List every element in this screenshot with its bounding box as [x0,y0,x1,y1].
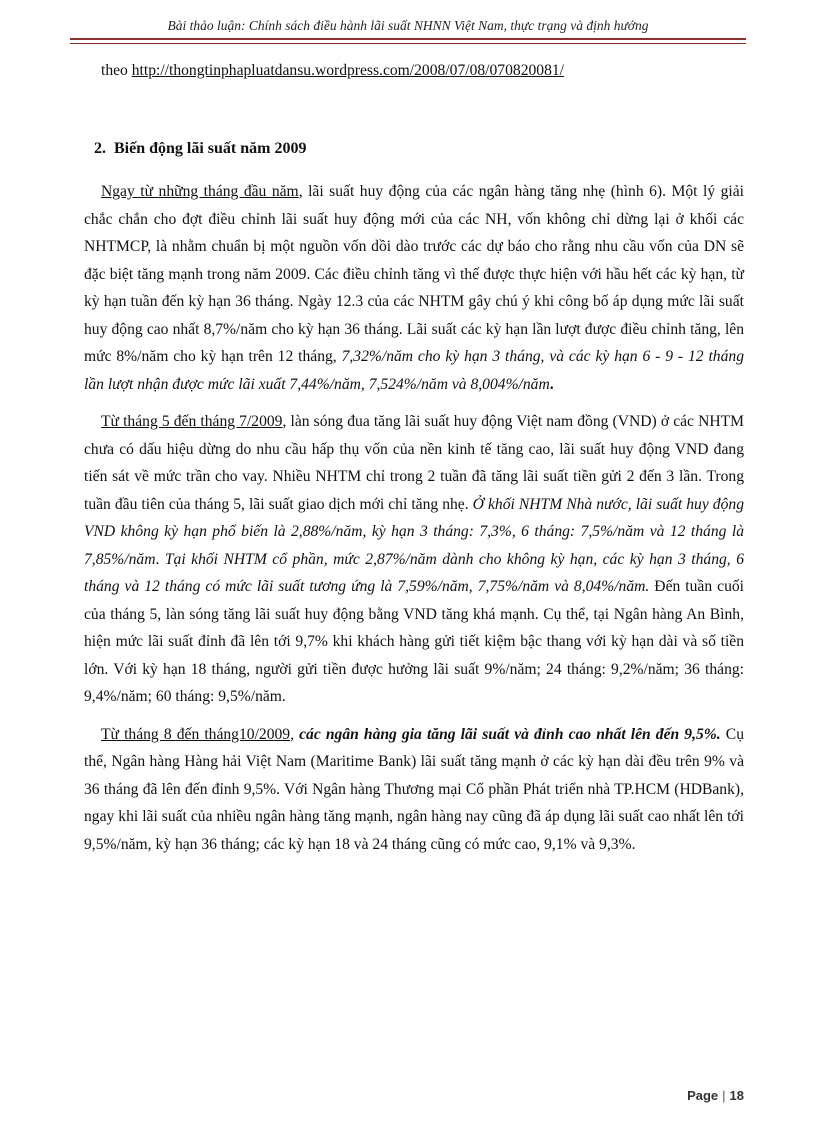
paragraph-bold-italic: các ngân hàng gia tăng lãi suất và đỉnh cao nhất lên đến 9,5%. [299,725,721,743]
source-line [84,57,744,85]
paragraph-text: Đến tuần cuối của tháng 5, làn sóng tăng lãi suất huy động bằng VND tăng khá mạnh. Cụ thể, tại Ngân hàng An Bình, hiện mức lãi suất đỉnh đã lên tới 9,7% khi khách hàng gửi tiết kiệm bậc thang với kỳ hạn dài và số tiền lớn. Với kỳ hạn 18 tháng, người gửi tiền được hưởng lãi suất 9%/năm; 24 tháng: 9,2%/năm; 36 tháng: 9,4%/năm; 60 tháng: 9,5%/năm. [84,578,745,705]
paragraph-end: . [549,375,554,393]
paragraph-2 [84,408,744,711]
section-heading [94,135,744,163]
paragraph-text: Cụ thể, Ngân hàng Hàng hải Việt Nam (Maritime Bank) lãi suất tăng mạnh ở các kỳ hạn dài đều trên 9% và 36 tháng đã lên đến đỉnh 9,5%. Với Ngân hàng Thương mại Cổ phần Phát triển nhà TP.HCM (HDBank), ngay khi lãi suất của nhiều ngân hàng tăng mạnh, ngân hàng nay cũng đã áp dụng lãi suất cao nhất lên tới 9,5%/năm, kỳ hạn 36 tháng; các kỳ hạn 18 và 24 tháng cũng có mức cao, 9,1% và 9,3%. [84,725,744,853]
page-footer [687,1088,744,1103]
header-rule-thick [70,38,746,40]
paragraph-lead: Ngay từ những tháng đầu năm [101,183,299,200]
paragraph-text: , [290,725,300,743]
paragraph-text: , lãi suất huy động của các ngân hàng tăng nhẹ (hình 6). Một lý giải chắc chắn cho đợt điều chỉnh lãi suất huy động mới của các NH, vốn không chỉ dừng lại ở khối các NHTMCP, là nhằm chuẩn bị một nguồn vốn dồi dào trước các dự báo cho rằng nhu cầu vốn của DN sẽ đặc biệt tăng mạnh trong năm 2009. Các điều chỉnh tăng vì thế được thực hiện với hầu hết các kỳ hạn, từ kỳ hạn tuần đến kỳ hạn 36 tháng. Ngày 12.3 của các NHTM gây chú ý khi công bố áp dụng mức lãi suất huy động cao nhất 8,7%/năm cho kỳ hạn 36 tháng. Lãi suất các kỳ hạn lần lượt được điều chỉnh tăng, lên mức 8%/năm cho kỳ hạn trên 12 tháng, [84,183,744,365]
paragraph-lead: Từ tháng 8 đến tháng10/2009 [101,725,291,743]
source-link[interactable]: http://thongtinphapluatdansu.wordpress.com/2008/07/08/070820081/ [131,62,565,79]
source-prefix: theo [101,62,132,79]
section-title: Biến động lãi suất năm 2009 [114,139,307,157]
paragraph-3 [84,721,744,859]
paragraph-lead: Từ tháng 5 đến tháng 7/2009 [101,413,283,430]
page-separator: | [722,1088,726,1103]
paragraph-text: , làn sóng đua tăng lãi suất huy động Việt nam đồng (VND) ở các NHTM chưa có dấu hiệu dừng do nhu cầu hấp thụ vốn của nền kinh tế tăng cao, lãi suất huy động VND đang tiến sát về mức trần cho vay. Nhiều NHTM chỉ trong 2 tuần đã tăng lãi suất tiền gửi 2 đến 3 lần. Trong tuần đầu tiên của tháng 5, lãi suất giao dịch mới chỉ tăng nhẹ. [84,413,744,513]
running-header [70,18,746,34]
page-label: Page [687,1088,719,1103]
section-number: 2. [94,139,106,157]
paragraph-italic: 7,32%/năm cho kỳ hạn 3 tháng, và các kỳ hạn 6 - 9 - 12 tháng lần lượt nhận được mức lãi xuất 7,44%/năm, 7,524%/năm và 8,004%/năm [84,348,744,393]
page-number: 18 [729,1088,744,1103]
paragraph-mid: . [155,550,165,568]
header-rule-thin [70,43,746,44]
paragraph-1 [84,178,744,398]
running-header-title: Bài thảo luận: Chính sách điều hành lãi suất NHNN Việt Nam, thực trạng và định hướng [167,18,649,33]
paragraph-italic: Ở khối NHTM Nhà nước, lãi suất huy động VND không kỳ hạn phổ biến là 2,88%/năm, kỳ hạn 3 tháng: 7,3%, 6 tháng: 7,5%/năm và 12 tháng là 7,85%/năm [84,495,744,568]
page-body [84,57,744,868]
paragraph-italic: Tại khối NHTM cổ phần, mức 2,87%/năm dành cho không kỳ hạn, các kỳ hạn 3 tháng, 6 tháng và 12 tháng có mức lãi suất tương ứng là 7,59%/năm, 7,75%/năm và 8,04%/năm. [84,550,744,595]
